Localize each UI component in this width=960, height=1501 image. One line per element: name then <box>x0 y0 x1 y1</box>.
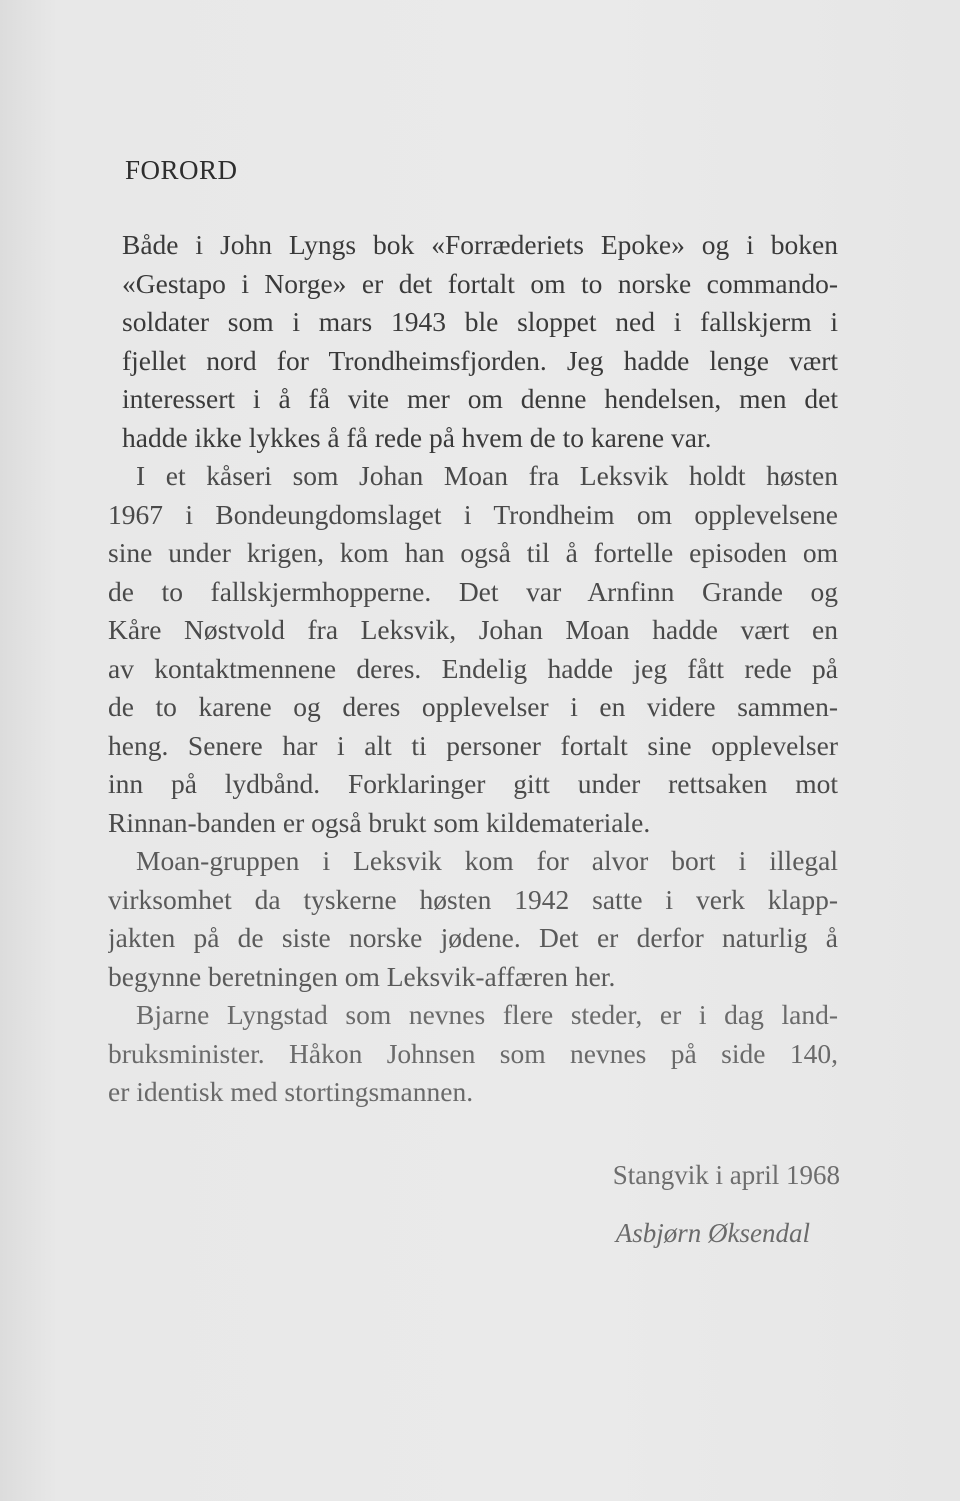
text-line: hadde ikke lykkes å få rede på hvem de to karene var. <box>122 421 712 453</box>
text-line: interessert i å få vite mer om denne hendelsen, men det <box>122 383 838 414</box>
text-line: Moan-gruppen i Leksvik kom for alvor bort i illegal <box>136 845 838 876</box>
text-line: bruksminister. Håkon Johnsen som nevnes på side 140, <box>108 1037 838 1069</box>
text-line: inn på lydbånd. Forklaringer gitt under rettsaken mot <box>108 768 838 799</box>
paragraph-1 <box>108 226 838 457</box>
text-line: Rinnan-banden er også brukt som kildemateriale. <box>108 806 651 838</box>
text-line: virksomhet da tyskerne høsten 1942 satte i verk klapp- <box>108 883 838 915</box>
text-line: soldater som i mars 1943 ble sloppet ned i fallskjerm i <box>122 306 838 337</box>
text-line: jakten på de siste norske jødene. Det er derfor naturlig å <box>108 922 838 953</box>
place-and-date: Stangvik i april 1968 <box>612 1160 840 1190</box>
text-line: er identisk med stortingsmannen. <box>108 1076 474 1107</box>
paragraph-2 <box>108 457 838 842</box>
text-line: fjellet nord for Trondheimsfjorden. Jeg hadde lenge vært <box>122 344 838 376</box>
text-line: 1967 i Bondeungdomslaget i Trondheim om opplevelsene <box>108 498 838 530</box>
author-signature: Asbjørn Øksendal <box>615 1218 810 1248</box>
text-line: I et kåseri som Johan Moan fra Leksvik holdt høsten <box>136 460 838 491</box>
text-line: Både i John Lyngs bok «Forræderiets Epoke» og i boken <box>122 229 838 260</box>
text-line: de to karene og deres opplevelser i en videre sammen- <box>108 691 838 722</box>
text-line: heng. Senere har i alt ti personer fortalt sine opplevelser <box>108 729 838 761</box>
text-line: av kontaktmennene deres. Endelig hadde jeg fått rede på <box>108 652 838 684</box>
page-title: FORORD <box>125 155 238 185</box>
text-line: de to fallskjermhopperne. Det var Arnfinn Grande og <box>108 575 838 607</box>
paragraph-4 <box>108 996 838 1112</box>
paragraph-3 <box>108 842 838 996</box>
foreword-body <box>108 226 838 1112</box>
text-line: begynne beretningen om Leksvik-affæren her. <box>108 960 616 992</box>
text-line: «Gestapo i Norge» er det fortalt om to norske commando- <box>122 267 838 299</box>
text-line: Kåre Nøstvold fra Leksvik, Johan Moan hadde vært en <box>108 614 838 645</box>
text-line: Bjarne Lyngstad som nevnes flere steder, er i dag land- <box>136 999 838 1030</box>
text-line: sine under krigen, kom han også til å fortelle episoden om <box>108 537 838 568</box>
